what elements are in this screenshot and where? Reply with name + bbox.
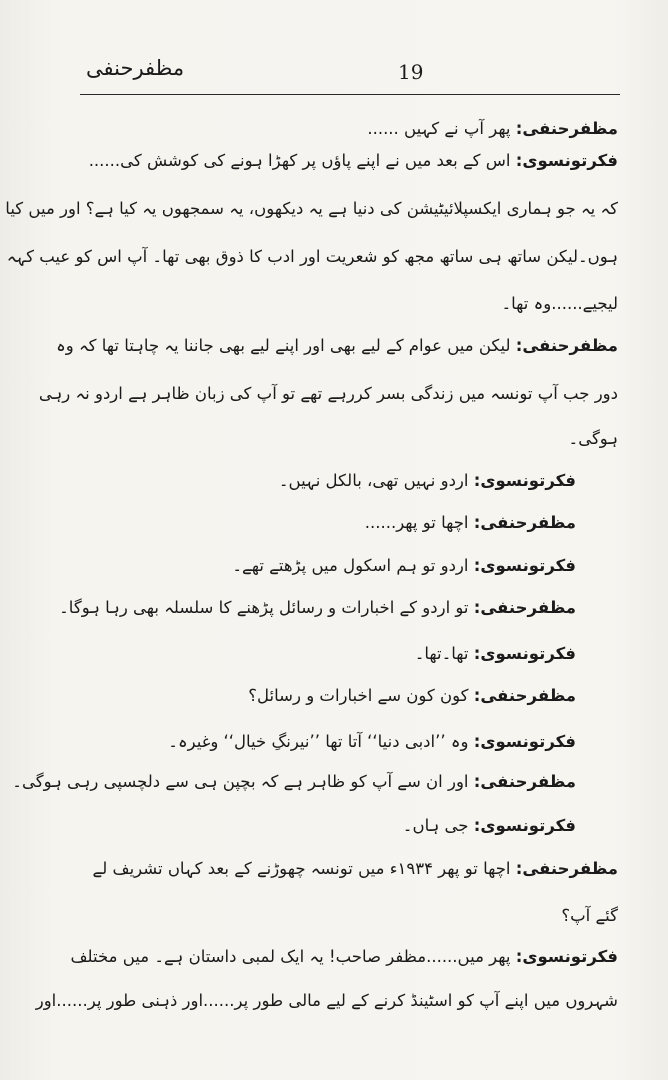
- speaker-name: فکرتونسوی:: [473, 644, 576, 663]
- speaker-name: فکرتونسوی:: [473, 816, 576, 835]
- line-text: اچھا تو پھر ۱۹۳۴ء میں تونسہ چھوڑنے کے بعد کہاں تشریف لے: [92, 859, 516, 878]
- text-line: [90, 512, 576, 534]
- speaker-name: مظفرحنفی:: [473, 513, 576, 532]
- text-line: [90, 643, 576, 665]
- speaker-name: مظفرحنفی:: [515, 119, 618, 138]
- text-line: [90, 150, 618, 172]
- line-text: اس کے بعد میں نے اپنے پاؤں پر کھڑا ہونے کی کوشش کی......: [88, 151, 516, 170]
- page-header: [80, 50, 620, 100]
- line-text: ہوں۔لیکن ساتھ ہی ساتھ مجھ کو شعریت اور ادب کا ذوق بھی تھا۔ آپ اس کو عیب کہہ: [6, 247, 618, 266]
- speaker-name: مظفرحنفی:: [515, 859, 618, 878]
- text-line: [90, 555, 576, 577]
- text-line: [12, 771, 576, 793]
- text-line: [90, 731, 576, 753]
- speaker-name: فکرتونسوی:: [515, 947, 618, 966]
- text-line: [59, 597, 576, 619]
- text-line: [35, 990, 618, 1012]
- line-text: اور ان سے آپ کو ظاہر ہے کہ بچپن ہی سے دلچسپی رہی ہوگی۔: [12, 772, 474, 791]
- page-number: 19: [398, 60, 424, 84]
- speaker-name: مظفرحنفی:: [473, 772, 576, 791]
- speaker-name: مظفرحنفی:: [473, 686, 576, 705]
- text-line: [90, 685, 576, 707]
- line-text: شہروں میں اپنے آپ کو اسٹینڈ کرنے کے لیے مالی طور پر......اور ذہنی طور پر......اور: [35, 991, 618, 1010]
- text-line: [5, 198, 618, 220]
- text-line: [38, 383, 618, 405]
- line-text: ہوگی۔: [568, 429, 618, 448]
- header-author: مظفرحنفی: [86, 56, 185, 80]
- text-line: [90, 858, 618, 880]
- line-text: دور جب آپ تونسہ میں زندگی بسر کررہے تھے تو آپ کی زبان ظاہر ہے اردو نہ رہی: [38, 384, 618, 403]
- line-text: اردو تو ہم اسکول میں پڑھتے تھے۔: [232, 556, 474, 575]
- line-text: اچھا تو پھر......: [364, 513, 474, 532]
- line-text: لیجیے......وہ تھا۔: [501, 294, 618, 313]
- line-text: گئے آپ؟: [561, 906, 618, 925]
- text-line: [90, 815, 576, 837]
- text-line: [90, 428, 618, 450]
- speaker-name: مظفرحنفی:: [473, 598, 576, 617]
- line-text: تو اردو کے اخبارات و رسائل پڑھنے کا سلسلہ بھی رہا ہوگا۔: [59, 598, 474, 617]
- speaker-name: فکرتونسوی:: [473, 471, 576, 490]
- speaker-name: فکرتونسوی:: [473, 732, 576, 751]
- speaker-name: فکرتونسوی:: [473, 556, 576, 575]
- speaker-name: مظفرحنفی:: [515, 336, 618, 355]
- header-rule: [80, 94, 620, 95]
- text-line: [90, 293, 618, 315]
- text-line: [90, 118, 618, 140]
- line-text: پھر آپ نے کہیں ......: [367, 119, 516, 138]
- line-text: پھر میں......مظفر صاحب! یہ ایک لمبی داستان ہے۔ میں مختلف: [70, 947, 516, 966]
- text-line: [70, 946, 618, 968]
- line-text: لیکن میں عوام کے لیے بھی اور اپنے لیے بھی جاننا یہ چاہتا تھا کہ وہ: [56, 336, 516, 355]
- text-line: [90, 470, 576, 492]
- text-line: [6, 246, 618, 268]
- speaker-name: فکرتونسوی:: [515, 151, 618, 170]
- line-text: کون کون سے اخبارات و رسائل؟: [248, 686, 474, 705]
- line-text: وہ ’’ادبی دنیا‘‘ آتا تھا ’’نیرنگِ خیال‘‘ وغیرہ۔: [168, 732, 474, 751]
- line-text: کہ یہ جو ہماری ایکسپلائیٹیشن کی دنیا ہے یہ دیکھوں، یہ سمجھوں یہ کیا ہے؟ اور میں کیا: [5, 199, 618, 218]
- line-text: جی ہاں۔: [402, 816, 474, 835]
- text-line: [56, 335, 618, 357]
- text-line: [90, 905, 618, 927]
- line-text: اردو نہیں تھی، بالکل نہیں۔: [278, 471, 474, 490]
- line-text: تھا۔تھا۔: [414, 644, 474, 663]
